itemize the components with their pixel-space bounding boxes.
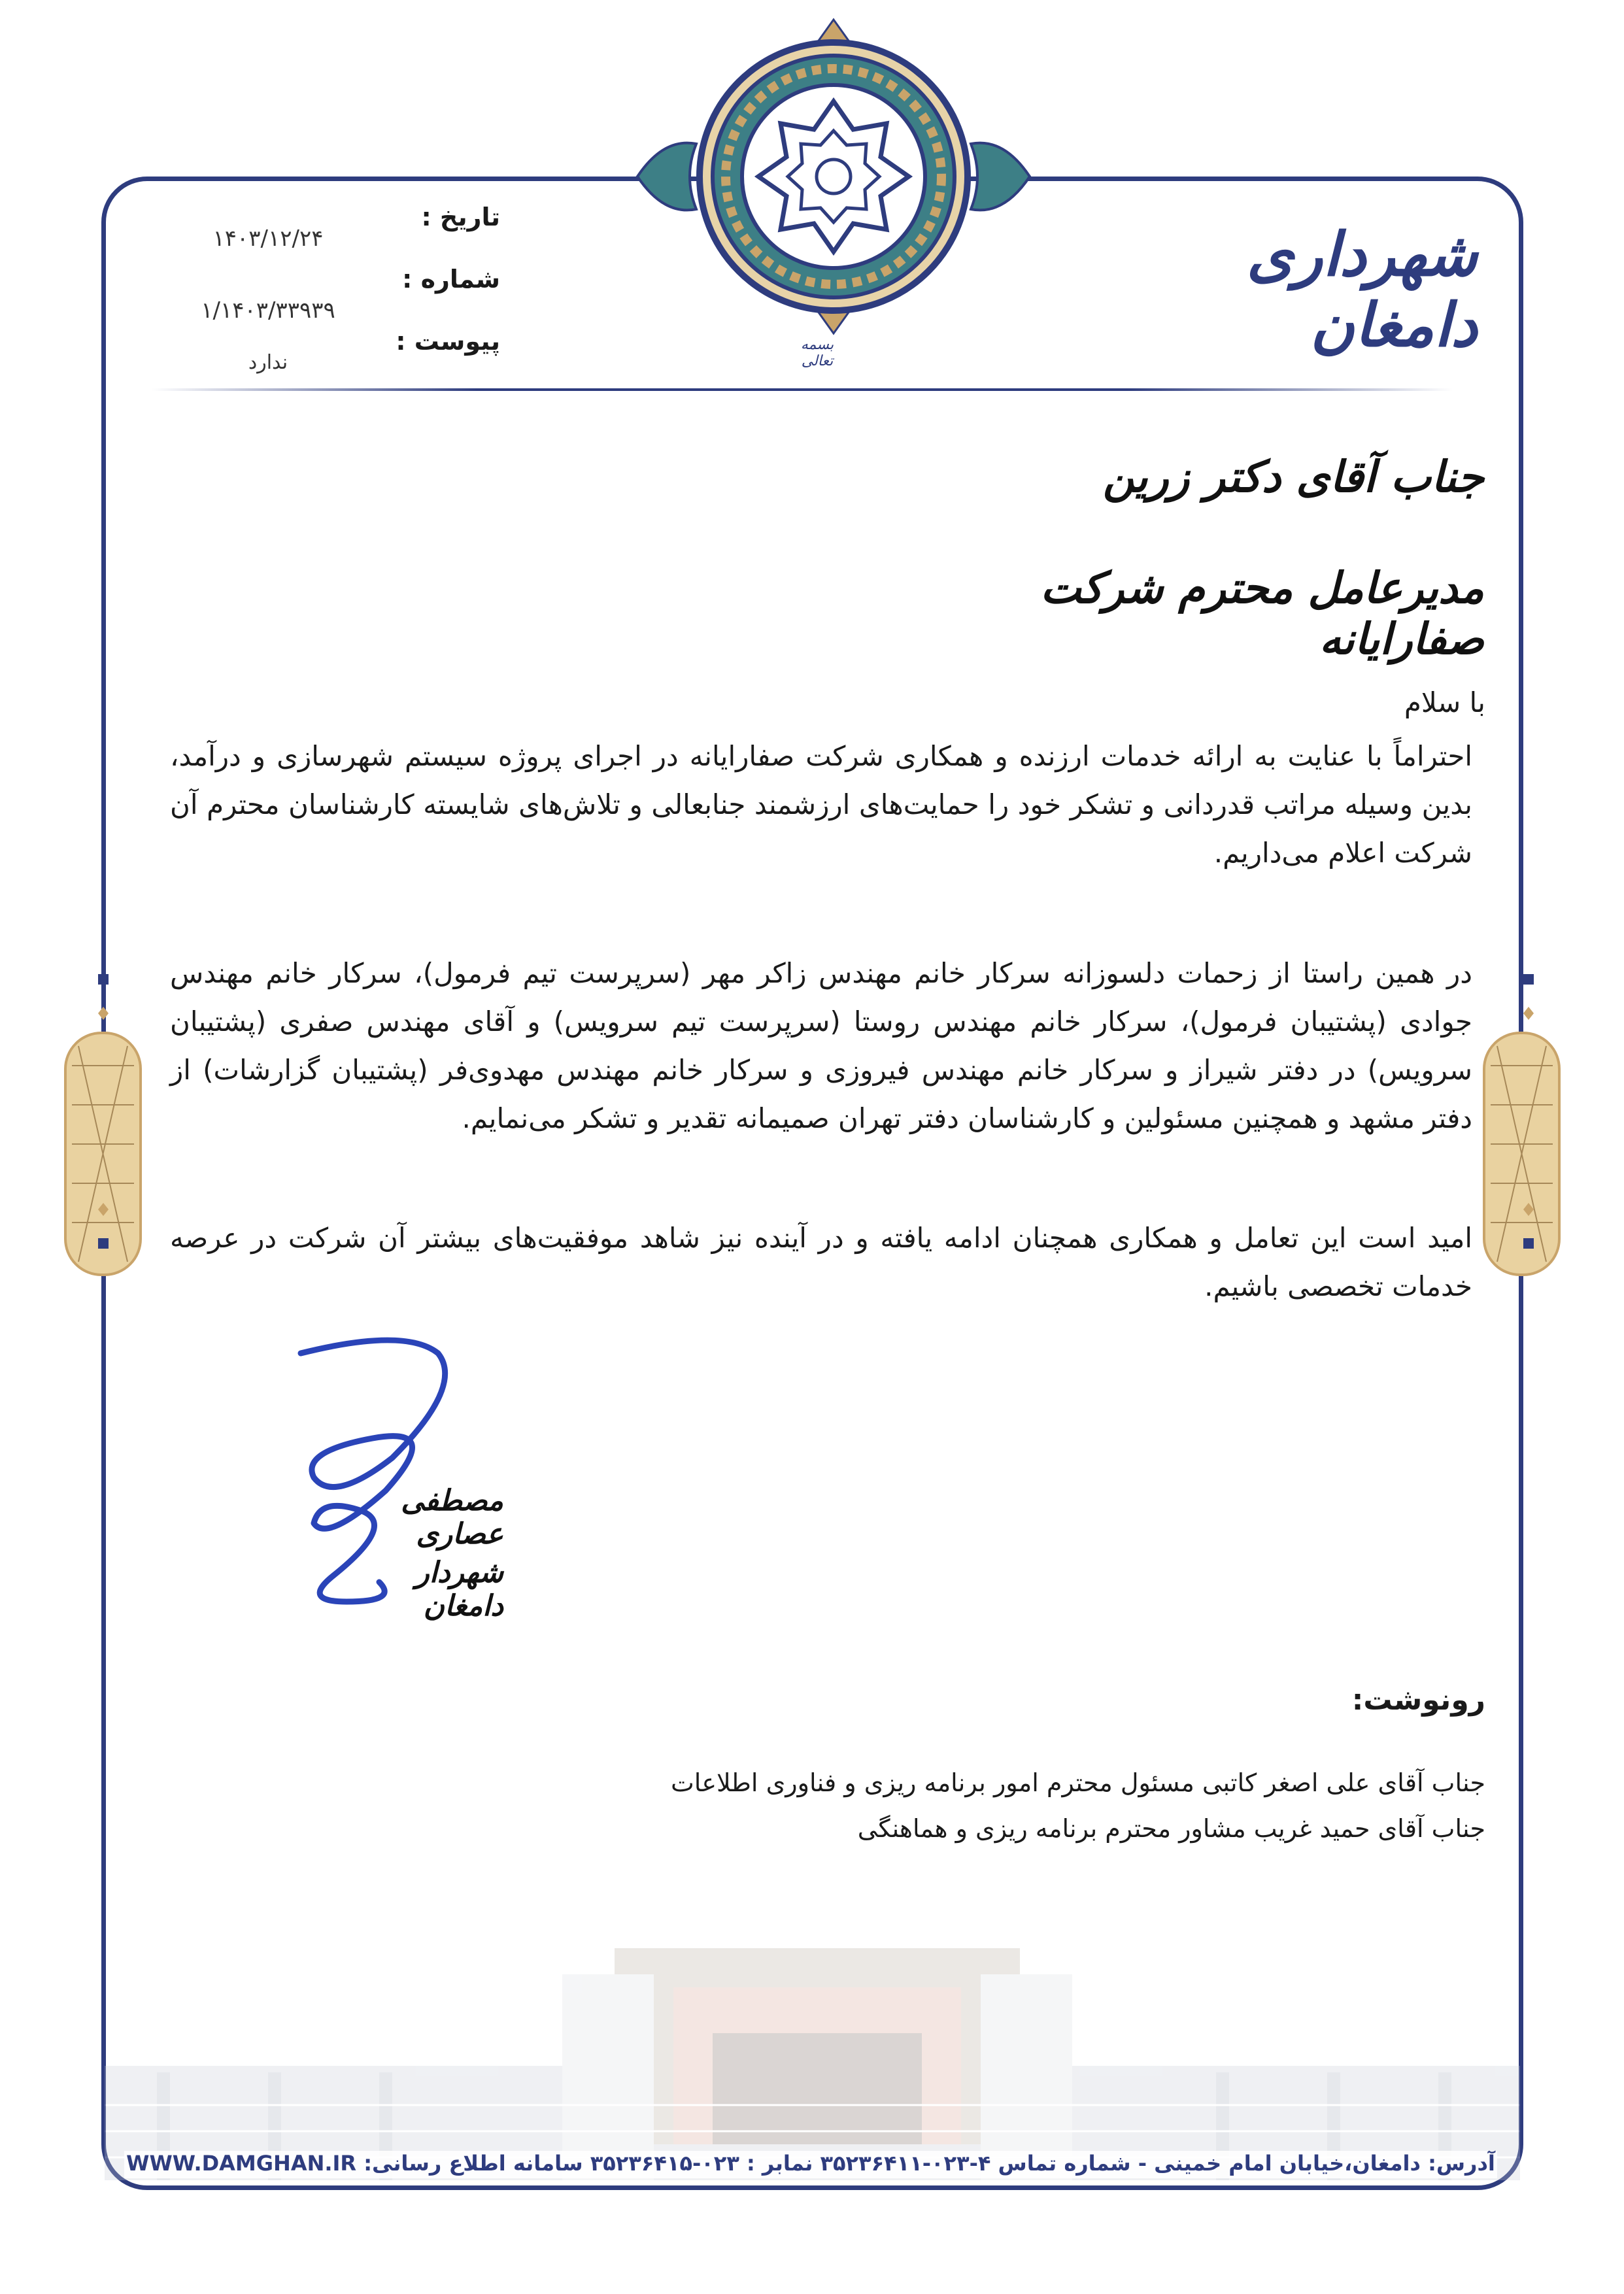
side-markers-left <box>95 974 111 1249</box>
signatory-title: شهردار دامغان <box>415 1556 503 1623</box>
footer-building-illustration <box>105 1935 1520 2180</box>
number-label: شماره : <box>402 265 500 294</box>
number-value: ۱/۱۴۰۳/۳۳۹۳۹ <box>201 297 335 324</box>
greeting: با سلام <box>1404 686 1485 718</box>
organization-logo: شهرداری دامغان <box>1246 219 1478 360</box>
motto-text: بسمه تعالی <box>800 337 834 369</box>
cc-line-2: جناب آقای حمید غریب مشاور محترم برنامه ریزی و هماهنگی <box>857 1814 1485 1843</box>
addressee-title: مدیرعامل محترم شرکت صفارایانه <box>1040 562 1484 664</box>
paragraph-2: در همین راستا از زحمات دلسوزانه سرکار خانم مهندس زاکر مهر (سرپرست تیم فرمول)، سرکار خانم مهندس جوادی (پشتیبان فرمول)، سرکار خانم مهندس روستا (سرپرست تیم سرویس) و آقای مهندس صفری (پشتیبان سرویس) در دفتر شیراز و سرکار خانم مهندس فیروزی و سرکار خانم مهندس مهدوی‌فر (پشتیبان گزارشات) از دفتر مشهد و همچنین مسئولین و کارشناسان دفتر تهران صمیمانه تقدیر و تشکر می‌نمایم. <box>170 957 1472 1134</box>
attachment-label: پیوست : <box>396 327 500 356</box>
cc-line-1: جناب آقای علی اصغر کاتبی مسئول محترم امور برنامه ریزی و فناوری اطلاعات <box>670 1768 1485 1797</box>
date-value: ۱۴۰۳/۱۲/۲۴ <box>212 226 324 252</box>
cc-label: رونوشت: <box>1351 1683 1485 1717</box>
paragraph-1: احتراماً با عنایت به ارائه خدمات ارزنده و همکاری شرکت صفارایانه در اجرای پروژه سیستم شهرسازی و درآمد، بدین وسیله مراتب قدردانی و تشکر خود را حمایت‌های ارزشمند جنابعالی و تلاش‌های شایسته کارشناسان محترم آن شرکت اعلام می‌داریم. <box>170 740 1472 869</box>
signatory-name: مصطفی عصاری <box>401 1484 503 1551</box>
header-divider <box>152 388 1453 391</box>
attachment-value: ندارد <box>248 351 288 374</box>
paragraph-3: امید است این تعامل و همکاری همچنان ادامه یافته و در آینده نیز شاهد موفقیت‌های بیشتر آن شرکت در عرصه خدمات تخصصی باشیم. <box>170 1222 1472 1302</box>
municipality-emblem <box>628 13 1040 379</box>
addressee-name: جناب آقای دکتر زرین <box>1102 451 1484 502</box>
date-label: تاریخ : <box>421 203 500 231</box>
footer-contact: آدرس: دامغان،خیابان امام خمینی - شماره تماس ۴-۰۲۳-۳۵۲۳۶۴۱۱ نمابر : ۰۲۳-۳۵۲۳۶۴۱۵ سامانه اطلاع رسانی: WWW.DAMGHAN.IR <box>126 2151 1495 2176</box>
side-markers-right <box>1521 974 1536 1249</box>
